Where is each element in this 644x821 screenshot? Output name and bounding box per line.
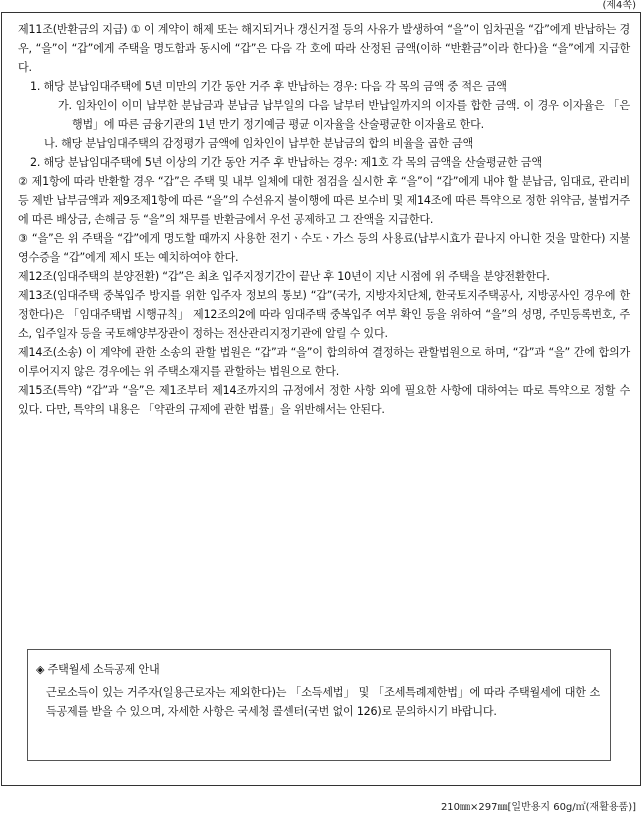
tax-deduction-notice-box (27, 649, 611, 761)
page-number: (제4쪽) (602, 0, 636, 11)
article-12: 제12조(임대주택의 분양전환) “갑”은 최초 입주지정기간이 끝난 후 10년이 지난 시점에 위 주택을 분양전환한다. (18, 270, 550, 283)
notice-title: ◈ 주택월세 소득공제 안내 (36, 663, 160, 676)
article-11-item-1-na: 나. 해당 분납임대주택의 감정평가 금액에 임차인이 납부한 분납금의 합의 비율을 곱한 금액 (44, 137, 474, 150)
article-14: 제14조(소송) 이 계약에 관한 소송의 관할 법원은 “갑”과 “을”이 합의하여 결정하는 관할법원으로 하며, “갑”과 “을” 간에 합의가 이루어지지 않은 경우에는 위 주택소재지를 관할하는 법원으로 한다. (18, 346, 630, 378)
document-body (18, 20, 630, 419)
article-11-item-1: 1. 해당 분납임대주택에 5년 미만의 기간 동안 거주 후 반납하는 경우: 다음 각 목의 금액 중 적은 금액 (30, 80, 507, 93)
paper-spec-footer: 210㎜×297㎜[일반용지 60g/㎡(재활용품)] (440, 802, 636, 813)
article-13: 제13조(임대주택 중복입주 방지를 위한 입주자 정보의 통보) “갑”(국가, 지방자치단체, 한국토지주택공사, 지방공사인 경우에 한정한다)은 「임대주택법 시행규칙」 제12조의2에 따라 임대주택 중복입주 여부 확인 등을 위하여 “을”의 성명, 주민등록번호, 주소, 입주일자 등을 국토해양부장관이 정하는 전산관리지정기관에 알릴 수 있다. (18, 289, 630, 340)
article-11-lead: 제11조(반환금의 지급) ① 이 계약이 해제 또는 해지되거나 갱신거절 등의 사유가 발생하여 “을”이 임차권을 “갑”에게 반납하는 경우, “을”이 “갑”에게 주택을 명도함과 동시에 “갑”은 다음 각 호에 따라 산정된 금액(이하 “반환금”이라 한다)을 “을”에게 지급한다. (18, 23, 630, 74)
article-11-para-2: ② 제1항에 따라 반환할 경우 “갑”은 주택 및 내부 일체에 대한 점검을 실시한 후 “을”이 “갑”에게 내야 할 분납금, 임대료, 관리비 등 제반 납부금액과 제9조제1항에 따른 “을”의 수선유지 불이행에 따른 보수비 및 제14조에 따른 특약으로 정한 위약금, 불법거주에 따른 배상금, 손해금 등 “을”의 채무를 반환금에서 우선 공제하고 그 잔액을 지급한다. (18, 175, 630, 226)
article-11-para-3: ③ “을”은 위 주택을 “갑”에게 명도할 때까지 사용한 전기ㆍ수도ㆍ가스 등의 사용료(납부시효가 끝나지 아니한 것을 말한다) 지불 영수증을 “갑”에게 제시 또는 예치하여야 한다. (18, 232, 630, 264)
article-15: 제15조(특약) “갑”과 “을”은 제1조부터 제14조까지의 규정에서 정한 사항 외에 필요한 사항에 대하여는 따로 특약으로 정할 수 있다. 다만, 특약의 내용은 「약관의 규제에 관한 법률」을 위반해서는 안된다. (18, 384, 630, 416)
notice-body: 근로소득이 있는 거주자(일용근로자는 제외한다)는 「소득세법」 및 「조세특례제한법」에 따라 주택월세에 대한 소득공제를 받을 수 있으며, 자세한 사항은 국세청 콜센터(국번 없이 126)로 문의하시기 바랍니다. (46, 685, 600, 718)
article-11-item-2: 2. 해당 분납임대주택에 5년 이상의 기간 동안 거주 후 반납하는 경우: 제1호 각 목의 금액을 산술평균한 금액 (30, 156, 542, 169)
article-11-item-1-ga: 가. 임차인이 이미 납부한 분납금과 분납금 납부일의 다음 날부터 반납일까지의 이자를 합한 금액. 이 경우 이자율은 「은행법」에 따른 금융기관의 1년 만기 정기예금 평균 이자율을 산술평균한 이자율로 한다. (58, 99, 630, 131)
